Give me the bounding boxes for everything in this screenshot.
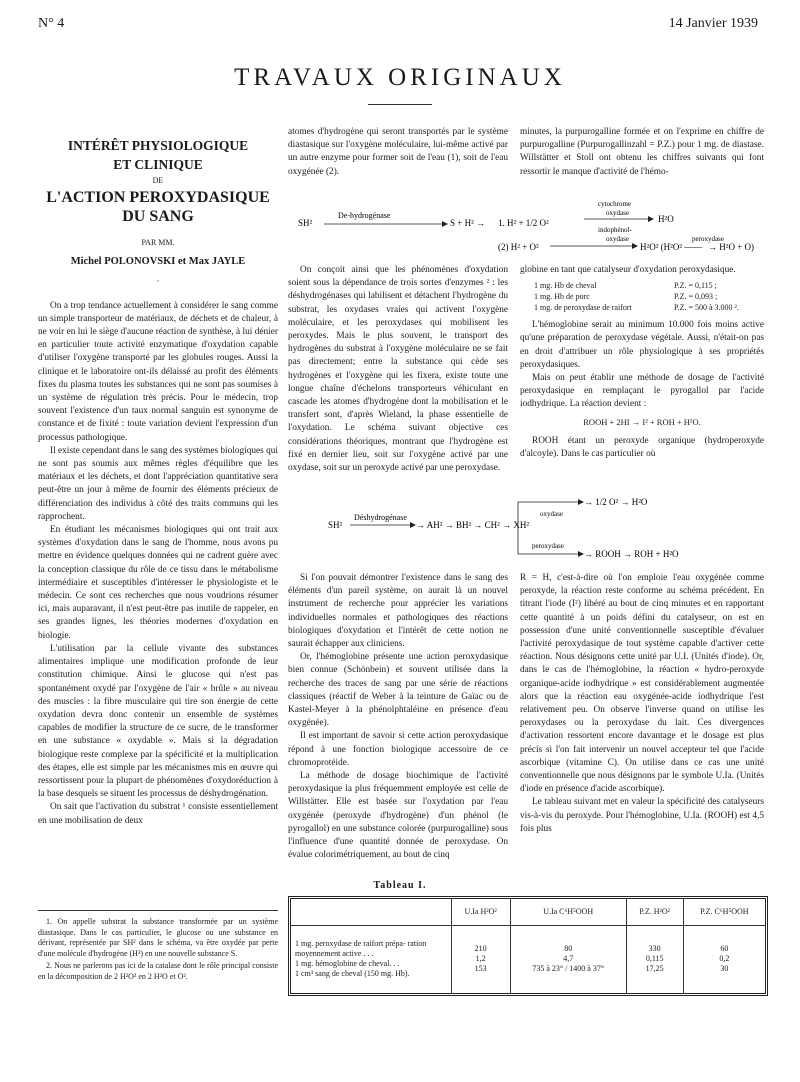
scheme2-dehydrogenase: Déshydrogénase (354, 513, 407, 522)
paragraph: L'utilisation par la cellule vivante des substances alimentaires implique une modification profonde de leur constitution chimique. Ainsi le glucose qui n'est pas spontanément oxydé par l'oxygène de l'air « brûle » au niveau des muscles : la fibre musculaire qui tire son énergie de cette oxydation devra donc contenir un ensemble de systèmes capables de modifier la structure de ce sucre, de le transformer en une substance « oxydable ». Mais si la dégradation biologique reste complexe par la spécificité et la multiplication des étapes, elle est simple par les mécanismes mis en œuvre qui ressortissent pour la plupart de phénomènes d'oxydoréduction à la base desquels se situent les processus de déshydrogénation. (38, 643, 278, 800)
pz-value: P.Z. = 500 à 3.000 ². (674, 303, 739, 313)
scheme2-sh2: SH² (328, 520, 343, 530)
table-cell: 17,25 (645, 964, 664, 974)
table-cell: 0,2 (719, 954, 730, 964)
scheme-eq2: (2) H² + O² (498, 242, 539, 252)
table-cell: 0,115 (645, 954, 664, 964)
paragraph: On conçoit ainsi que les phénomènes d'oxydation soient sous la dépendance de trois sortes d'enzymes ² : les déshydrogénases qui labilisent et détachent l'hydrogène du substrat, les oxydases vraies qui activent l'oxygène moléculaire, et les peroxydases qui mobilisent les peroxydes. Mais le plus souvent, le transport des hydrogènes du substrat à l'oxygène moléculaire ne se fait pas directement; entre la substance qui cède ses hydrogènes et l'oxygène qui les fixera, existe toute une longue chaîne d'échelons transporteurs véhiculant en cascade les atomes d'hydrogène dont la mobilisation et le transfert sont, d'après Wieland, la phase essentielle de l'oxydation. Le schéma suivant objective ces considérations théoriques, montrant que l'hydrogène est fixé en dernier lieu, soit sur l'oxygène activé par une oxydase, soit sur un peroxyde activé par une peroxydase. (288, 265, 508, 474)
scheme-peroxydase: peroxydase (692, 235, 724, 243)
paragraph: ROOH étant un peroxyde organique (hydroperoxyde d'alcoyle). Dans le cas particulier où (520, 435, 764, 460)
pz-value: P.Z. = 0,115 ; (674, 281, 717, 291)
table-cell: 1,2 (475, 954, 486, 964)
title-line-3: L'ACTION PEROXYDASIQUE (46, 189, 270, 206)
title-line-4: DU SANG (122, 208, 194, 225)
title-line-1: INTÉRÊT PHYSIOLOGIQUE (67, 138, 249, 153)
scheme-oxydase: oxydase (606, 209, 629, 217)
column-header: U.Ia C⁶H⁵OOH (510, 899, 626, 925)
paragraph: Mais on peut établir une méthode de dosage de l'activité peroxydasique en remplaçant le pyrogallol par l'acide iodhydrique. La réaction devient : (520, 373, 764, 410)
table-cell: 60 (720, 944, 729, 954)
paragraph: minutes, la purpurogalline formée et on l'exprime en chiffre de purpurogalline (Purpurogallinzahl = P.Z.) pour 1 mg. de diastase. Willstätter et Stoll ont obtenu les chiffres suivants qui font ressortir le manque d'activité de l'hémo- (520, 127, 764, 177)
column-header: P.Z. C⁶H⁵OOH (683, 899, 765, 925)
table-cell: 80 (564, 944, 573, 954)
oxidation-scheme-2 (288, 494, 768, 566)
scheme-mid: S + H² → (450, 218, 486, 228)
separator-dot: · (156, 277, 160, 288)
scheme-end: → H²O + O) (708, 242, 755, 252)
table-cell: 153 (474, 964, 487, 974)
pz-label: 1 mg. Hb de porc (534, 292, 590, 302)
column-3-top (520, 126, 764, 179)
table-cell: 735 à 23° / 1400 à 37° (532, 964, 605, 974)
paragraph: atomes d'hydrogène qui seront transportés par le système diastasique sur l'oxygène moléculaire, lui-même activé par un autre enzyme pour former soit de l'eau (1), soit de l'eau oxygénée (2). (288, 127, 508, 177)
scheme-cytochrome: cytochrome (598, 200, 632, 208)
scheme-h2o: H²O (658, 214, 674, 224)
column-2-bottom (288, 572, 508, 862)
paragraph: Il existe cependant dans le sang des systèmes biologiques qui ne sont pas soumis aux mêmes règles d'équilibre que les matériaux et les déchets, et dont l'appréciation quantitative sera peut-être un jour à même de fournir des éléments précieux de différenciation des individus à côté des traits communs qui les rapprochent. (38, 445, 278, 522)
column-2-top (288, 126, 508, 179)
pz-values-list (534, 280, 764, 313)
scheme-eq1: 1. H² + 1/2 O² (498, 218, 549, 228)
table-cell: 30 (720, 964, 729, 974)
table-row (291, 925, 765, 993)
scheme-sh2: SH² (298, 218, 313, 228)
issue-date: 14 Janvier 1939 (668, 16, 758, 31)
scheme-h2o2: H²O² (H²O² —— (640, 242, 703, 252)
paragraph: L'hémoglobine serait au minimum 10.000 fois moins active qu'une préparation de peroxydase végétale. Aussi, n'était-on pas en droit d'attribuer un rôle physiologique à ses propriétés peroxydasiques. (520, 320, 764, 370)
scheme2-oxydase: oxydase (540, 510, 563, 518)
column-1 (38, 136, 278, 828)
table-header-row (291, 899, 765, 925)
paragraph: La méthode de dosage biochimique de l'activité peroxydasique la plus fréquemment employée est celle de Willstätter. Elle est basée sur l'oxydation par l'eau oxygénée (peroxyde d'hydrogène) d'un phénol (le pyrogallol) en une substance colorée (purpurogalline) sous l'influence d'une quantité donnée de peroxydase. On évalue colorimétriquement, au bout de cinq (288, 771, 508, 861)
title-de: DE (152, 176, 164, 185)
column-header: U.Ia H²O² (451, 899, 510, 925)
paragraph: On a trop tendance actuellement à considérer le sang comme un simple transporteur de matériaux, de déchets et de chaleur, à ne voir en lui le siège d'aucune réaction de synthèse, à lui dénier en particulier toute activité enzymatique d'oxydation capable d'utiliser l'oxygène transporté par les globules rouges. Aussi la clinique et le laboratoire ont-ils délaissé au profit des éléments fixes du plasma toutes les substances qui ne sont pas soumises à un système de régulation très précis. Pour le médecin, trop souvent l'existence d'un taux normal sanguin est synonyme de constance et de fixité : toute variation devient l'expression d'un processus pathologique. (38, 300, 278, 443)
paragraph: Le tableau suivant met en valeur la spécificité des catalyseurs vis-à-vis du peroxyde. Pour l'hémoglobine, U.Ia. (ROOH) est 4,5 fois plus (520, 797, 764, 834)
authors: Michel POLONOVSKI et Max JAYLE (70, 256, 246, 268)
row-label: 1 cm³ sang de cheval (150 mg. Hb). (295, 969, 410, 979)
paragraph: On sait que l'activation du substrat ¹ consiste essentiellement en une mobilisation de deux (38, 802, 278, 826)
table-cell: 330 (648, 944, 661, 954)
column-3-bottom (520, 572, 764, 836)
footnote-2: 2. Nous ne parlerons pas ici de la catalase dont le rôle principal consiste en la décomposition de 2 H²O² en 2 H²O et O². (38, 961, 278, 981)
paragraph: En étudiant les mécanismes biologiques qui ont trait aux systèmes d'oxydation dans le sang de l'homme, nous avons pu mettre en évidence quelques données qui ne cadrent guère avec la conception classique du rôle de ce tissu dans le métabolisme intermédiaire et susceptibles d'intéresser le physiologiste et le médecin. Ce sont ces recherches que nous voudrions résumer ici, mais auparavant, il n'est peut-être pas inutile de rappeler, en ses grandes lignes, les théories modernes d'oxydation en biologie. (38, 525, 278, 641)
row-label: 1 mg. hémoglobine de cheval. . . (295, 959, 400, 969)
issue-number: N° 4 (38, 16, 65, 31)
list-item (534, 280, 764, 291)
reaction-equation: ROOH + 2HI → I² + ROH + H²O. (583, 416, 701, 427)
scheme2-chain: → AH² → BH² → CH² → XH² (416, 520, 530, 530)
scheme-indophenol: indophénol- (598, 226, 632, 234)
paragraph: Il est important de savoir si cette action peroxydasique répond à une fonction biologique accessoire de ce chromoprotéide. (288, 731, 508, 768)
article-title (38, 136, 278, 226)
paragraph: Si l'on pouvait démontrer l'existence dans le sang des éléments d'un pareil système, on aurait là un nouvel instrument de recherche pour apprécier les variations individuelles normales et pathologiques des réactions biologiques d'oxydation et l'intérêt de cette notion ne saurait échapper aux cliniciens. (288, 573, 508, 650)
paragraph: globine en tant que catalyseur d'oxydation peroxydasique. (520, 265, 736, 275)
title-line-2: ET CLINIQUE (113, 157, 203, 172)
footnote-1: 1. On appelle substrat la substance transformée par un système diastasique. Dans le cas particulier, le glucose ou une substance en dérivant, représentée par SH² dans le schéma, va être oxydée par perte d'une molécule d'hydrogène (H²) en une nouvelle substance S. (38, 917, 278, 958)
scheme2-bottom: → ROOH → ROH + H²O (584, 549, 679, 559)
table-caption: Tableau I. (373, 880, 427, 891)
list-item (534, 291, 764, 302)
column-3-middle (520, 264, 764, 461)
table-cell: 210 (474, 944, 487, 954)
scheme-dehydrogenase: De-hydrogénase (338, 211, 391, 220)
table-cell: 4,7 (563, 954, 574, 964)
scheme2-peroxydase: peroxydase (532, 542, 564, 550)
row-label: 1 mg. peroxydase de raifort prépa- ration moyennement active . . . (295, 939, 427, 959)
column-header (291, 899, 451, 925)
paragraph: Or, l'hémoglobine présente une action peroxydasique bien connue (Schönbein) et souvent utilisée dans la recherche des traces de sang par une série de réactions classiques (réactif de Weber à la teinture de Gaïac ou de Kastel-Meyer à la phénolphtaléine en présence d'eau oxygénée). (288, 652, 508, 729)
paragraph: R = H, c'est-à-dire où l'on emploie l'eau oxygénée comme peroxyde, la réaction reste conforme au schéma précédent. En titrant l'iode (I²) libéré au bout de cinq minutes et en rapportant cette quantité à un poids défini du catalyseur, on est en possession d'une unité conventionnelle susceptible d'évaluer l'activité peroxydasique de tout système capable d'activer cette réaction. Nous désignons cette unité par U.I. (Unités d'iode). Or, dans le cas de l'hémoglobine, la réaction « hydro-peroxyde organique-acide iodhydrique » est considérablement augmentée alors que la réaction eau oxygénée-acide iodhydrique l'est relativement peu. On observe l'inverse quand on utilise les peroxydases ou la peroxydase du lait. Ces divergences d'activation ressortent encore davantage et le dosage est plus précis si l'on fait intervenir un nouvel accepteur tel que l'acide ascorbique (vitamine C). On utilise dans ce cas une unité conventionnelle que nous désignons par le symbole U.Ia. (Unités d'iode en présence d'acide ascorbique). (520, 573, 764, 795)
list-item (534, 302, 764, 313)
by-line: PAR MM. (141, 238, 175, 247)
footnotes (38, 910, 278, 984)
oxidation-scheme-1 (288, 198, 768, 262)
column-header: P.Z. H²O² (626, 899, 683, 925)
pz-label: 1 mg. de peroxydase de raifort (534, 303, 632, 313)
title-divider (368, 104, 432, 105)
column-2-middle (288, 264, 508, 475)
pz-value: P.Z. = 0,093 ; (674, 292, 718, 302)
data-table (288, 896, 768, 996)
scheme-oxydase-2: oxydase (606, 235, 629, 243)
footnote-rule (38, 910, 278, 911)
section-title: TRAVAUX ORIGINAUX (234, 64, 566, 91)
scheme2-top: → 1/2 O² → H²O (584, 497, 648, 507)
pz-label: 1 mg. Hb de cheval (534, 281, 597, 291)
